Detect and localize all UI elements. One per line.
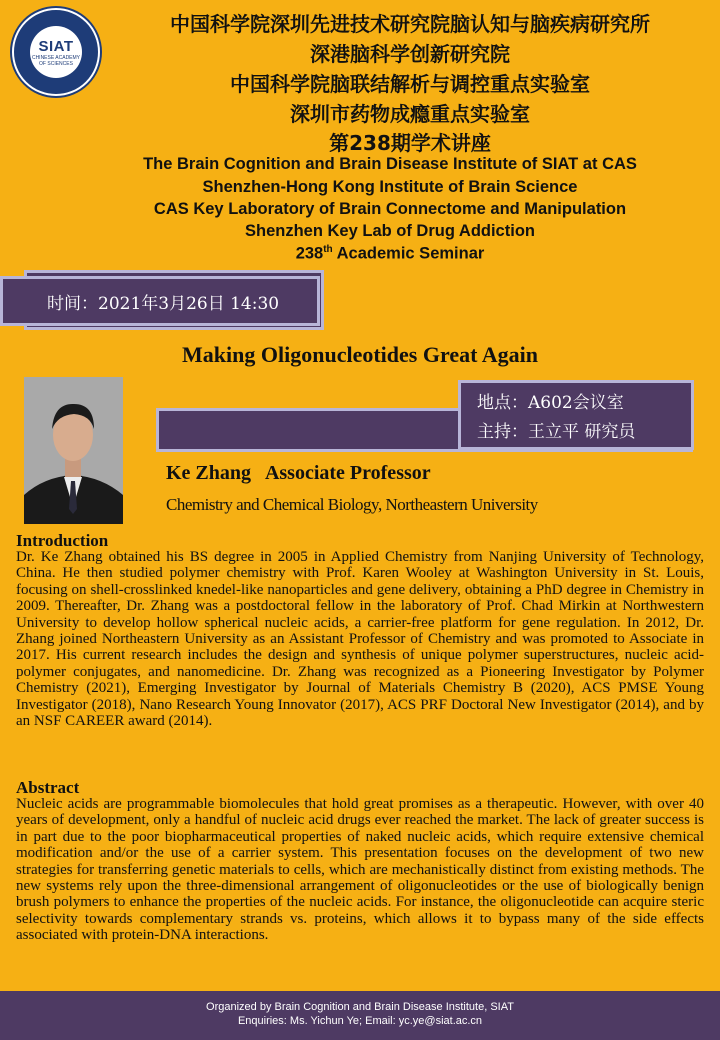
time-label-box (0, 276, 320, 326)
footer-enquiries: Enquiries: Ms. Yichun Ye; Email: yc.ye@siat.ac.cn (237, 1015, 483, 1027)
header-cn-line-4: 深圳市药物成瘾重点实验室 (290, 102, 530, 126)
speaker-photo (24, 377, 123, 524)
header-en-line-4: Shenzhen Key Lab of Drug Addiction (245, 222, 535, 240)
location-label: 地点：A602会议室 (477, 393, 624, 413)
footer-organizer: Organized by Brain Cognition and Brain Disease Institute, SIAT (206, 1001, 514, 1013)
talk-title: Making Oligonucleotides Great Again (182, 342, 538, 367)
abstract-heading: Abstract (16, 778, 80, 797)
logo-emblem (30, 26, 82, 78)
host-label: 主持：王立平 研究员 (477, 422, 636, 442)
logo-subtitle: CHINESE ACADEMY OF SCIENCES (31, 54, 81, 67)
header-cn-line-1: 中国科学院深圳先进技术研究院脑认知与脑疾病研究所 (170, 12, 650, 36)
header-en-line-2: Shenzhen-Hong Kong Institute of Brain Science (202, 178, 578, 196)
location-box (458, 380, 694, 450)
abstract-text: Nucleic acids are programmable biomolecules that hold great promises as a therapeutic. However, with over 40 years of development, only a handful of nucleic acid drugs ever reached the market. The lack of greater success is in part due to the poor biopharmaceutical properties of naked nucleic acids, which require extensive chemical modification and/or the use of a carrier system. This presentation focuses on the development of two new strategies for transferring genetic materials to cells, which are mechanistically distinct from existing methods. The new systems rely upon the three-dimensional arrangement of oligonucleotides or the use of biologically benign brush polymers to enhance the properties of the nucleic acids. For instance, the oligonucleotide can acquire steric selectivity towards complementary strands vs. proteins, which allows it to bypass many of the side effects associated with protein-DNA interactions. (16, 796, 704, 944)
speaker-name: Ke Zhang (166, 462, 252, 484)
intro-heading: Introduction (16, 531, 109, 550)
logo-name: SIAT (38, 37, 74, 55)
header-cn-line-3: 中国科学院脑联结解析与调控重点实验室 (230, 72, 590, 96)
header-en-line-1: The Brain Cognition and Brain Disease Institute of SIAT at CAS (143, 155, 637, 173)
header-cn-line-2: 深港脑科学创新研究院 (310, 42, 510, 66)
time-label: 时间：2021年3月26日 14:30 (47, 294, 280, 314)
siat-logo (12, 8, 100, 96)
header-en-seminar: 238th Academic Seminar (295, 244, 485, 263)
header-cn-seminar: 第238期学术讲座 (329, 131, 491, 155)
footer (0, 991, 720, 1040)
header-en-line-3: CAS Key Laboratory of Brain Connectome and Manipulation (153, 200, 627, 218)
intro-text: Dr. Ke Zhang obtained his BS degree in 2005 in Applied Chemistry from Nanjing University of Technology, China. He then studied polymer chemistry with Prof. Karen Wooley at Washington University in St. Louis, focusing on shell-crosslinked knedel-like nanoparticles and gene delivery, obtaining a PhD degree in Chemistry in 2009. Thereafter, Dr. Zhang was a postdoctoral fellow in the laboratory of Prof. Chad Mirkin at Northwestern University to develop hollow spherical nucleic acids, a carrier-free platform for gene regulation. In 2012, Dr. Zhang joined Northeastern University as an Assistant Professor of Chemistry and was promoted to Associate in 2017. His current research includes the design and synthesis of unique polymer superstructures, nucleic acid-polymer conjugates, and nanomedicine. Dr. Zhang was recognized as a Pioneering Investigator by Polymer Chemistry (2021), Emerging Investigator by Journal of Materials Chemistry B (2020), ACS PMSE Young Investigator (2018), Nano Research Young Innovator (2017), ACS PRF Doctoral New Investigator (2014), and by an NSF CAREER award (2014). (16, 549, 704, 730)
speaker-affiliation: Chemistry and Chemical Biology, Northeastern University (166, 495, 538, 514)
speaker-portrait-icon (24, 377, 123, 524)
speaker-title: Associate Professor (264, 462, 431, 484)
speaker-heading (166, 462, 431, 485)
